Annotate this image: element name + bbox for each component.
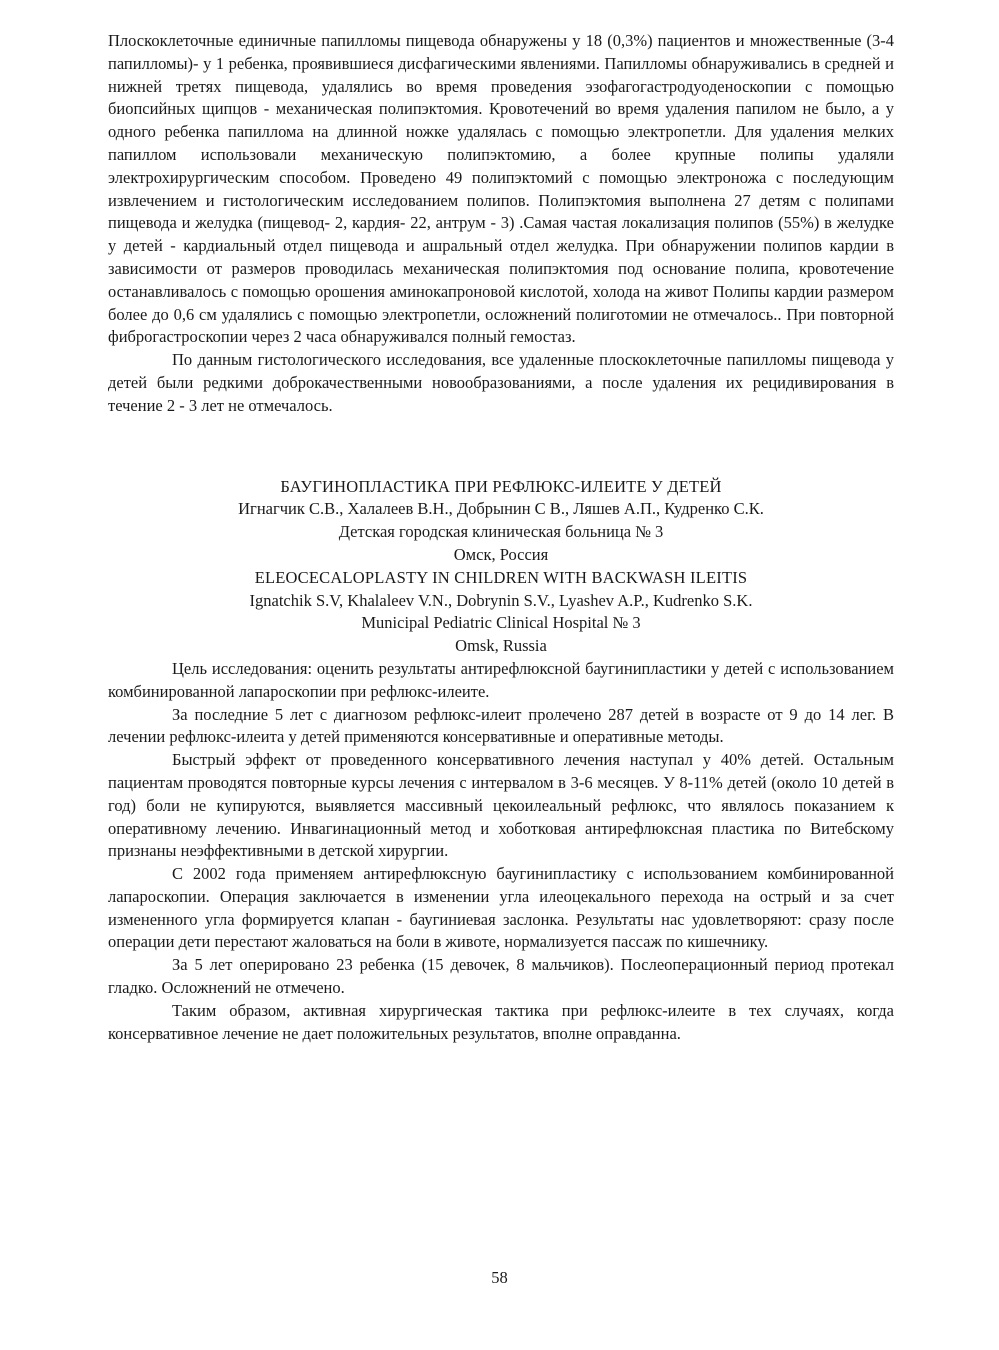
- article-paragraph: Таким образом, активная хирургическая тактика при рефлюкс-илеите в тех случаях, когда консервативное лечение не дает положительных результатов, вполне оправданна.: [108, 1000, 894, 1043]
- intro-paragraph-2: По данным гистологического исследования, все удаленные плоскоклеточные папилломы пищевода у детей были редкими доброкачественными новообразованиями, а после удаления их рецидивирования в течение 2 - 3 лет не отмечалось.: [108, 350, 894, 415]
- intro-paragraph-1: Плоскоклеточные единичные папилломы пищевода обнаружены у 18 (0,3%) пациентов и множественные (3-4 папилломы)- у 1 ребенка, проявившиеся дисфагическими явлениями. Папилломы обнаруживались в средней и нижней третях пищевода, удалялись во время проведения эзофагогастродуоденоскопии с помощью биопсийных щипцов - механическая полипэктомия. Кровотечений во время удаления папилом не было, а у одного ребенка папиллома на длинной ножке удалялась с помощью электропетли. Для удаления мелких папиллом использовали механическую полипэктомию, а более крупные полипы удаляли электрохирургическим способом. Проведено 49 полипэктомий с помощью электроножа с последующим извлечением и гистологическим исследованием полипов. Полипэктомия выполнена 27 детям с полипами пищевода и желудка (пищевод- 2, кардия- 22, антрум - 3) .Самая частая локализация полипов (55%) в желудке у детей - кардиальный отдел пищевода и ашральный отдел желудка. При обнаружении полипов кардии в зависимости от размеров проводилась механическая полипэктомия под основание полипа, кровотечение останавливалось с помощью орошения аминокапроновой кислотой, холода на живот Полипы кардии размером более до 0,6 см удалялись с помощью электропетли, осложнений полиготомии не отмечалось.. При повторной фиброгастроскопии через 2 часа обнаруживался полный гемостаз.: [108, 31, 894, 347]
- article-paragraph: С 2002 года применяем антирефлюксную баугинипластику с использованием комбинированной лапароскопии. Операция заключается в изменении угла илеоцекального перехода на острый и за счет измененного угла формируется клапан - баугиниевая заслонка. Результаты нас удовлетворяют: сразу после операции дети перестают жаловаться на боли в животе, нормализуется пассаж по кишечнику.: [108, 864, 894, 952]
- document-page: [108, 30, 894, 1045]
- article-institution-en: Municipal Pediatric Clinical Hospital № 3: [361, 613, 641, 633]
- article-authors-ru: Игнагчик С.В., Халалеев В.Н., Добрынин С В., Ляшев А.П., Кудренко С.К.: [238, 499, 764, 519]
- article-title-ru: БАУГИНОПЛАСТИКА ПРИ РЕФЛЮКС-ИЛЕИТЕ У ДЕТЕЙ: [280, 476, 722, 496]
- article-title-en: ELEOCECALOPLASTY IN CHILDREN WITH BACKWASH ILEITIS: [254, 567, 748, 587]
- article-city-en: Omsk, Russia: [455, 636, 547, 656]
- article-paragraph: За 5 лет оперировано 23 ребенка (15 девочек, 8 мальчиков). Послеоперационный период протекал гладко. Осложнений не отмечено.: [108, 955, 894, 998]
- article-paragraph: Быстрый эффект от проведенного консервативного лечения наступал у 40% детей. Остальным пациентам проводятся повторные курсы лечения с интервалом в 3-6 месяцев. У 8-11% детей (около 10 детей в год) боли не купируются, выявляется массивный цекоилеальный рефлюкс, что являлось показанием к оперативному лечению. Инвагинационный метод и хоботковая антирефлюксная пластика по Витебскому признаны неэффективными в детской хирургии.: [108, 750, 894, 861]
- article-authors-en: Ignatchik S.V, Khalaleev V.N., Dobrynin S.V., Lyashev A.P., Kudrenko S.K.: [249, 590, 753, 610]
- article-header: [108, 476, 894, 658]
- article-city-ru: Омск, Россия: [453, 544, 549, 564]
- article-paragraph: Цель исследования: оценить результаты антирефлюксной баугинипластики у детей с использованием комбинированной лапароскопии при рефлюкс-илеите.: [108, 658, 894, 701]
- article-body: [108, 658, 894, 1046]
- article-paragraph: За последние 5 лет с диагнозом рефлюкс-илеит пролечено 287 детей в возрасте от 9 до 14 лег. В лечении рефлюкс-илеита у детей применяются консервативные и оперативные методы.: [108, 704, 894, 747]
- page-number: 58: [491, 1268, 508, 1287]
- article-institution-ru: Детская городская клиническая больница № 3: [338, 522, 664, 542]
